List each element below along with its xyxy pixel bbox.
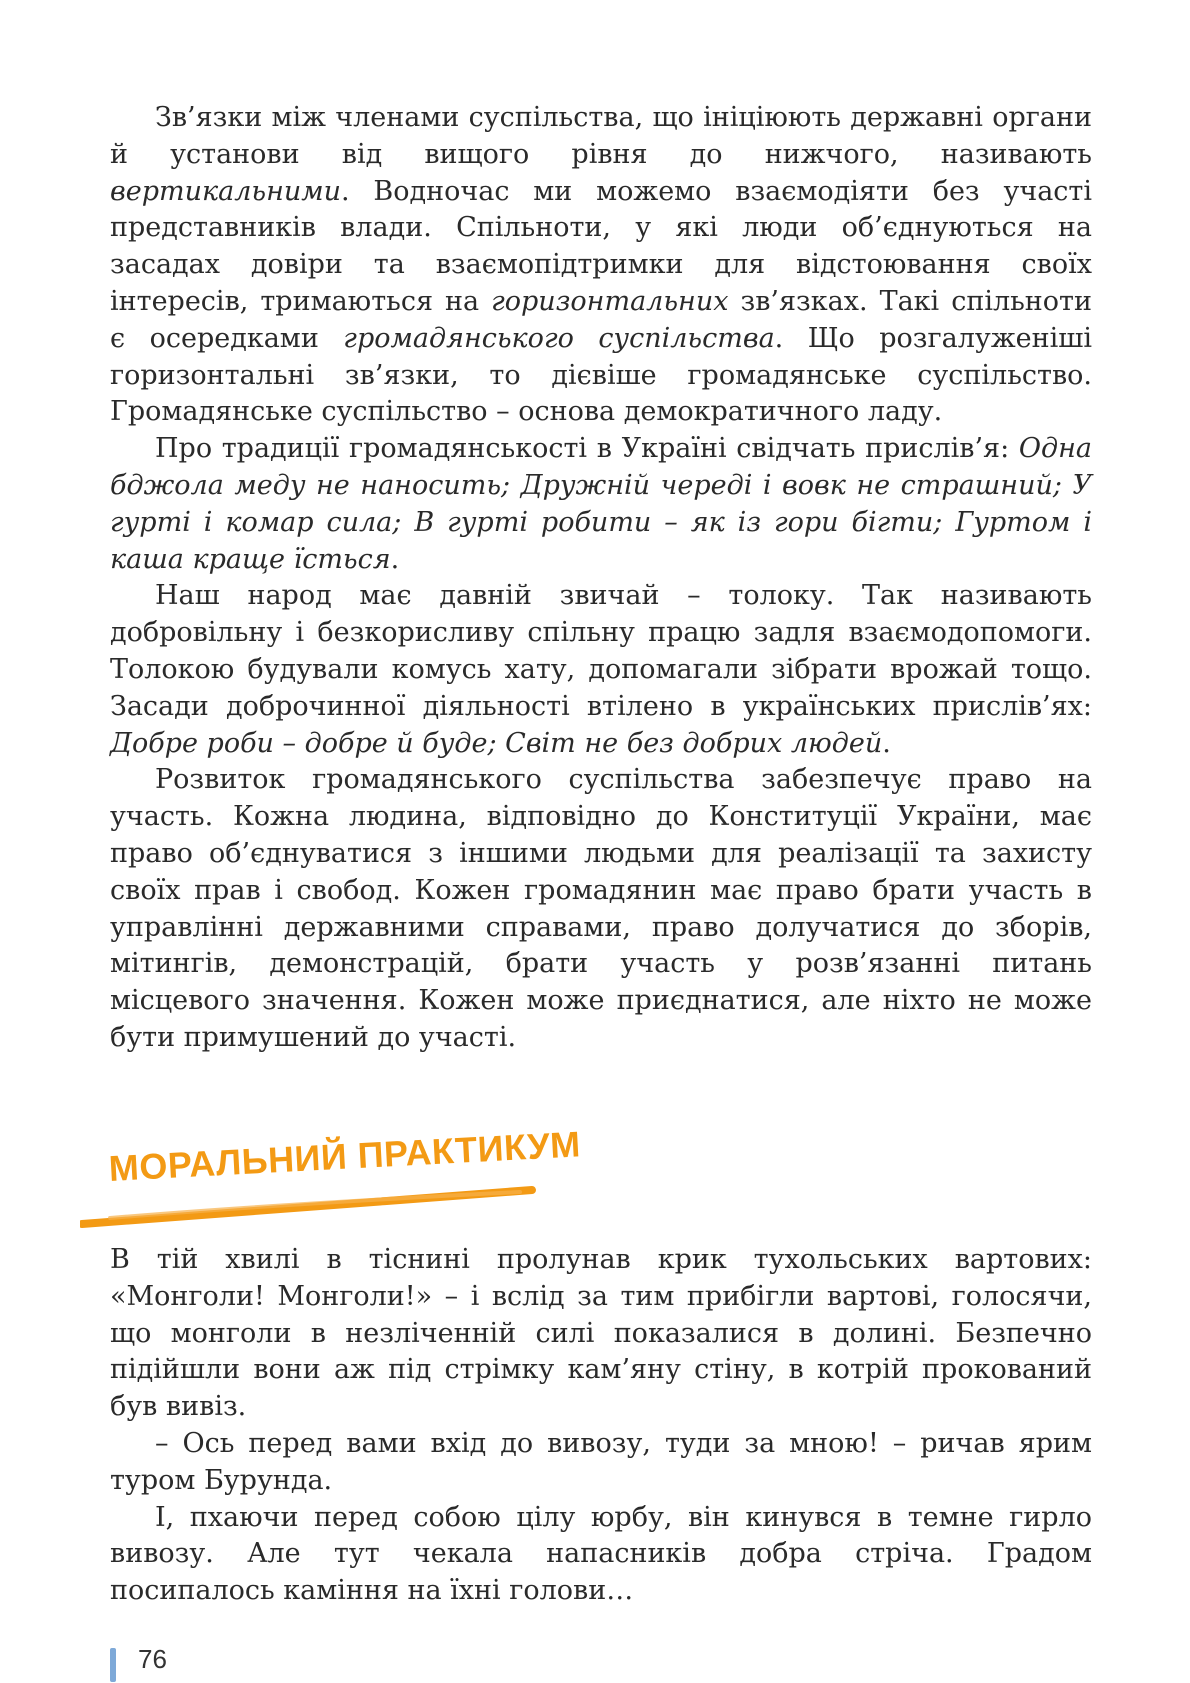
paragraph-excerpt-1: В тій хвилі в тіснині пролунав крик тухольських вартових: «Монголи! Монголи!» – і вслід за тим прибігли вартові, голосячи, що монголи в незліченній силі показалися в долині. Безпечно підійшли вони аж під стрімку кам’яну стіну, в котрій прокований був вивіз. — [110, 1244, 1092, 1423]
italic-proverbs: Одна бджола меду не наносить; Дружній череді і вовк не страшний; У гурті і комар сила; В гурті робити – як із гори бігти; Гуртом і каша краще їсться — [110, 433, 1092, 575]
text-run: . — [882, 727, 891, 759]
text-run: . Що розгалуженіші горизонтальні зв’язки, то дієвіше громадянське суспільство. Громадянське суспільство – основа демократичного ладу. — [110, 322, 1093, 428]
text-run: зв’язках. Такі спільноти є осередками — [110, 285, 1092, 354]
page-number-bar — [110, 1648, 116, 1682]
text-run: Зв’язки між членами суспільства, що ініціюють державні органи й установи від вищого рівня до нижчого, називають — [110, 102, 1092, 170]
text-run: . Водночас ми можемо взаємодіяти без участі представників влади. Спільноти, у які люди об’єднуються на засадах довіри та взаємопідтримки для відстоювання своїх інтересів, тримаються на — [110, 175, 1092, 317]
main-text — [110, 100, 1092, 1057]
practicum-text — [110, 1242, 1092, 1610]
text-run: . — [390, 543, 400, 575]
paragraph-excerpt-3: І, пхаючи перед собою цілу юрбу, він кинувся в темне гирло вивозу. Але тут чекала напасників добра стріча. Градом посипалось каміння на їхні голови… — [110, 1501, 1092, 1607]
italic-term-horizontal: горизонтальних — [491, 285, 729, 317]
text-run: Про традиції громадянськості в Україні свідчать прислів’я: — [155, 433, 1019, 465]
section-heading — [80, 1123, 582, 1234]
paragraph-right-to-participate: Розвиток громадянського суспільства забезпечує право на участь. Кожна людина, відповідно до Конституції України, має право об’єднуватися з іншими людьми для реалізації та захисту своїх прав і свобод. Кожен громадянин має право брати участь в управлінні державними справами, право долучатися до зборів, мітингів, демонстрацій, брати участь у розв’язанні питань місцевого значення. Кожен може приєднатися, але ніхто не може бути примушений до участі. — [110, 764, 1092, 1053]
paragraph-excerpt-2: – Ось перед вами вхід до вивозу, туди за мною! – ричав ярим туром Бурунда. — [110, 1427, 1092, 1496]
paragraph-vertical-horizontal-links — [110, 100, 1092, 431]
paragraph-toloka — [110, 578, 1092, 762]
italic-term-civil-society: громадянського суспільства — [343, 322, 775, 354]
italic-proverbs: Добре роби – добре й буде; Світ не без добрих людей — [110, 727, 883, 759]
text-run: Наш народ має давній звичай – толоку. Так називають добровільну і безкорисливу спільну працю задля взаємодопомоги. Толокою будували комусь хату, допомагали зібрати врожай тощо. Засади доброчинної діяльності втілено в українських прислів’ях: — [110, 580, 1092, 722]
italic-term-vertical: вертикальними — [110, 175, 342, 207]
paragraph-proverbs-civic — [110, 431, 1092, 578]
page-number: 76 — [138, 1644, 167, 1674]
section-heading-text: МОРАЛЬНИЙ ПРАКТИКУМ — [107, 1123, 582, 1190]
